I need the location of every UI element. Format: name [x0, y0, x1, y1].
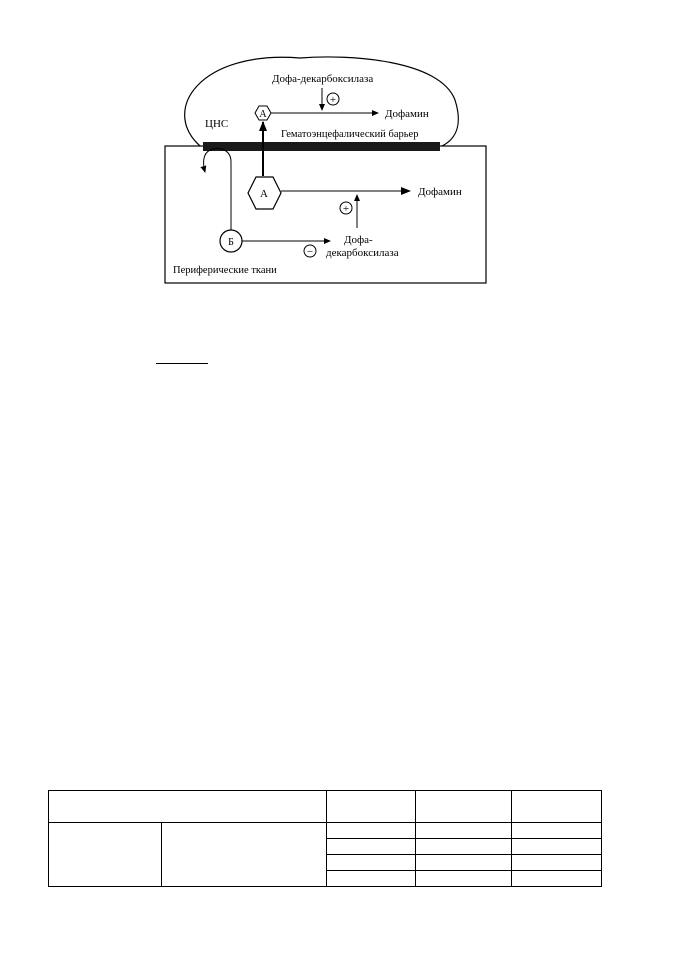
- table-cell: [49, 823, 162, 887]
- underline-mark: [156, 363, 208, 364]
- table-cell: [416, 839, 512, 855]
- table-cell: [416, 791, 512, 823]
- table-cell: [416, 855, 512, 871]
- table-cell: [512, 839, 602, 855]
- plus-sign-top: +: [329, 94, 337, 106]
- drug-a-small-label: А: [259, 109, 267, 120]
- bbb-label: Гематоэнцефалический барьер: [281, 129, 419, 140]
- enzyme-top-label: Дофа-декарбоксилаза: [272, 73, 374, 85]
- table-cell: [416, 823, 512, 839]
- table-cell: [327, 823, 416, 839]
- blood-brain-barrier-bar: [203, 142, 440, 151]
- minus-sign: −: [306, 246, 314, 258]
- dopamine-mid-label: Дофамин: [418, 186, 462, 198]
- drug-a-large-label: А: [260, 188, 268, 200]
- table-cell: [162, 823, 327, 887]
- enzyme-bottom-label-line1: Дофа-: [344, 234, 373, 246]
- table-cell: [49, 791, 327, 823]
- table-cell: [416, 871, 512, 887]
- table-cell: [512, 791, 602, 823]
- table-cell: [327, 871, 416, 887]
- table-cell: [327, 855, 416, 871]
- cns-label: ЦНС: [205, 118, 229, 130]
- table-cell: [512, 823, 602, 839]
- table-row: [49, 791, 602, 823]
- inhibitor-b-label: Б: [228, 237, 234, 248]
- table-row: [49, 823, 602, 839]
- table-cell: [327, 791, 416, 823]
- dopamine-mechanism-diagram: [0, 0, 678, 320]
- empty-data-table: [48, 790, 602, 887]
- plus-sign-bottom: +: [342, 203, 350, 215]
- table-cell: [327, 839, 416, 855]
- enzyme-bottom-label-line2: декарбоксилаза: [326, 247, 399, 259]
- inhibitor-b-pathway: [204, 149, 231, 231]
- dopamine-top-label: Дофамин: [385, 108, 429, 120]
- peripheral-label: Периферические ткани: [173, 265, 277, 276]
- peripheral-tissue-box: [165, 146, 486, 283]
- table-cell: [512, 855, 602, 871]
- table-cell: [512, 871, 602, 887]
